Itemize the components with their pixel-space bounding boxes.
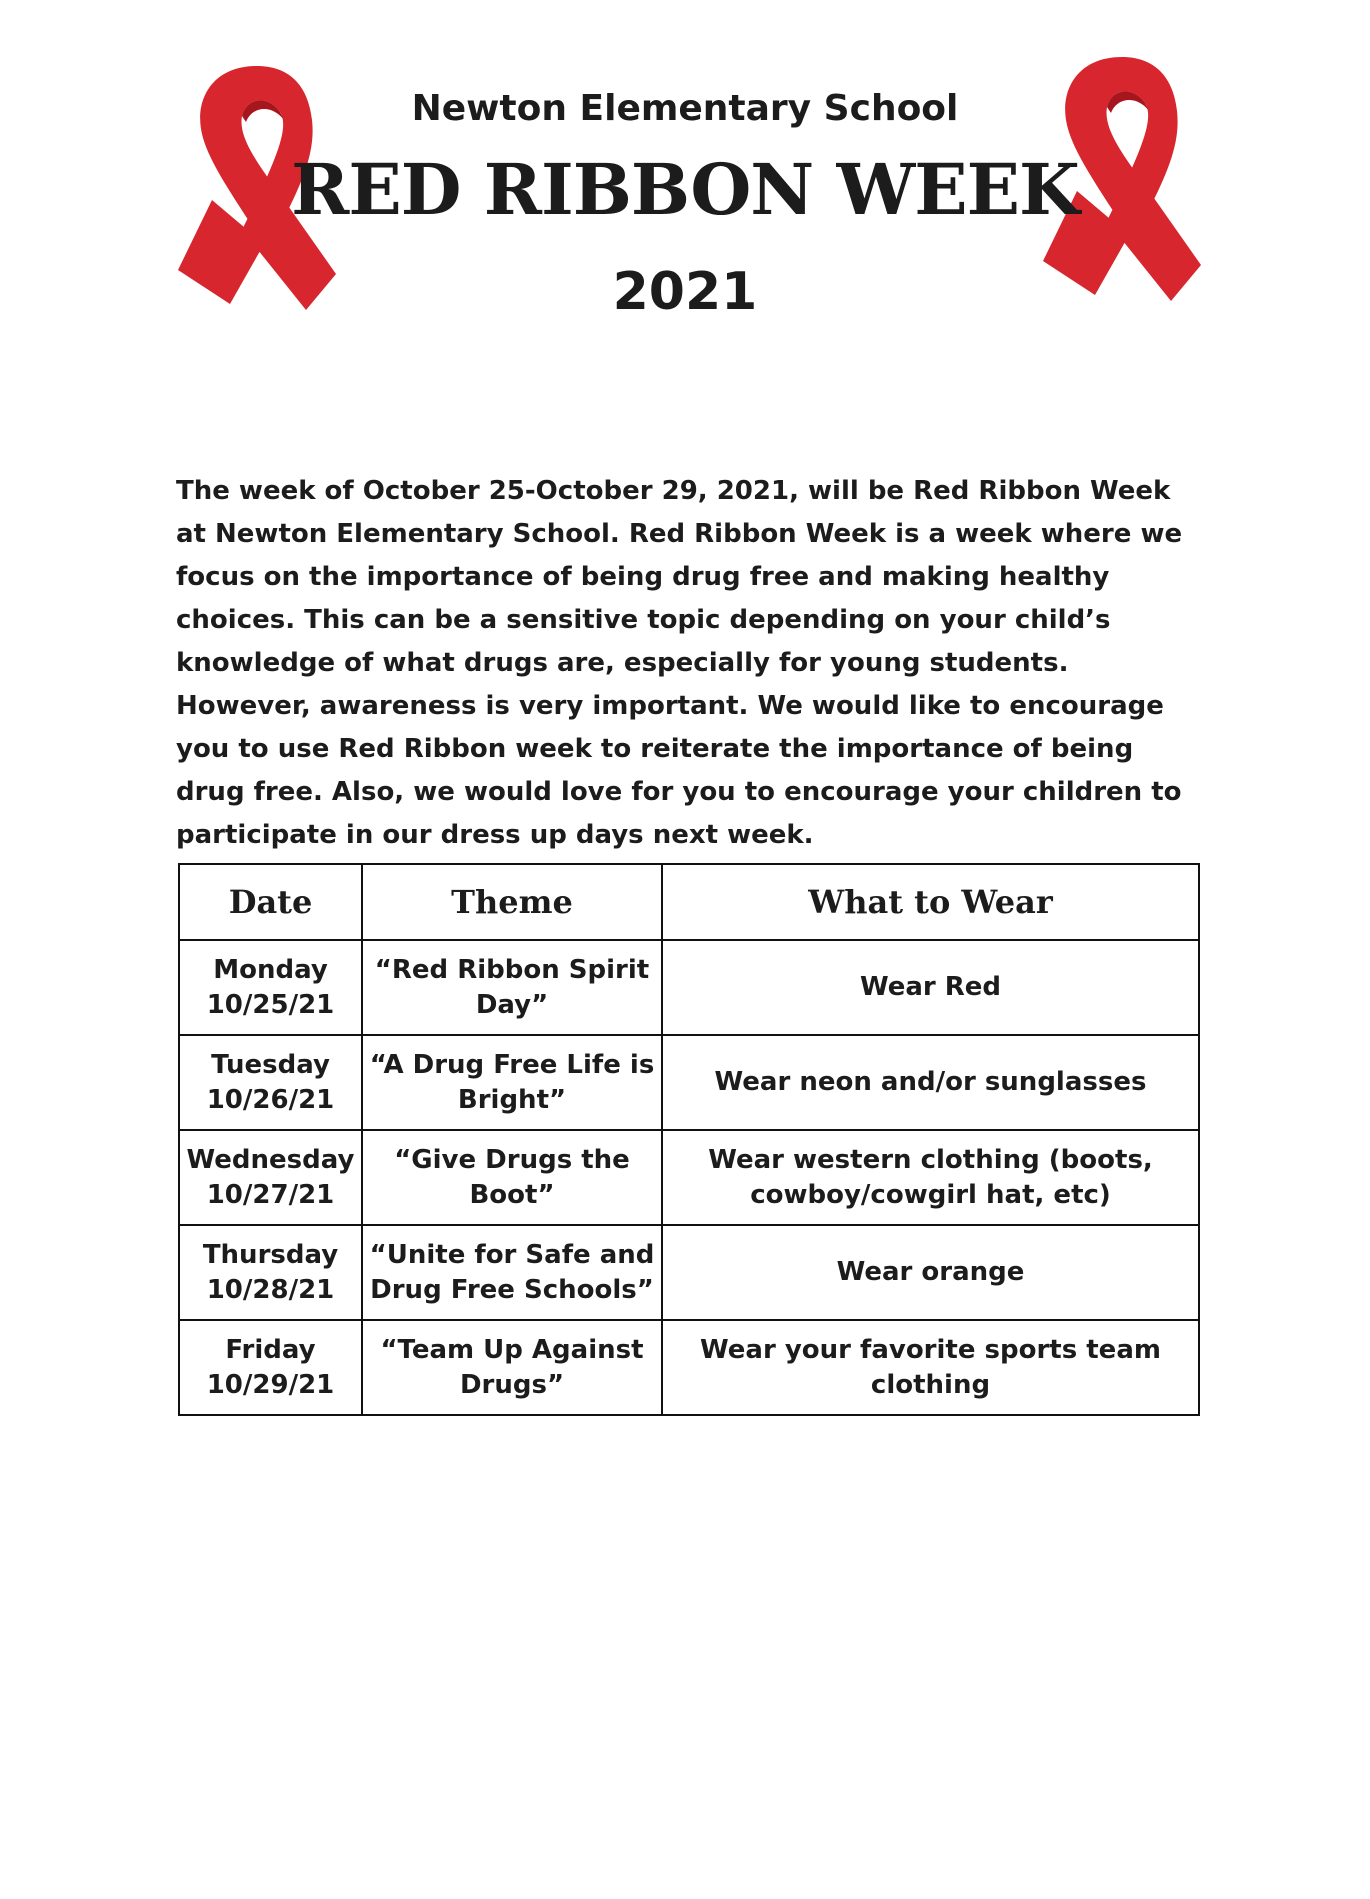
year: 2021 bbox=[612, 262, 758, 322]
dress-up-schedule-table bbox=[178, 863, 1200, 1416]
date-value: 10/26/21 bbox=[206, 1084, 335, 1115]
theme-cell: “Team Up Against Drugs” bbox=[362, 1320, 662, 1415]
day-name: Thursday bbox=[202, 1239, 339, 1270]
column-header-theme: Theme bbox=[362, 864, 662, 940]
date-value: 10/25/21 bbox=[206, 989, 335, 1020]
date-value: 10/29/21 bbox=[206, 1369, 335, 1400]
table-row bbox=[179, 1130, 1199, 1225]
theme-cell: “Give Drugs the Boot” bbox=[362, 1130, 662, 1225]
date-value: 10/27/21 bbox=[206, 1179, 335, 1210]
theme-cell: “A Drug Free Life is Bright” bbox=[362, 1035, 662, 1130]
page-title: RED RIBBON WEEK bbox=[291, 148, 1079, 231]
what-to-wear-cell: Wear western clothing (boots, cowboy/cowgirl hat, etc) bbox=[662, 1130, 1199, 1225]
theme-cell: “Red Ribbon Spirit Day” bbox=[362, 940, 662, 1035]
what-to-wear-cell: Wear your favorite sports team clothing bbox=[662, 1320, 1199, 1415]
date-cell bbox=[179, 940, 362, 1035]
what-to-wear-cell: Wear orange bbox=[662, 1225, 1199, 1320]
date-value: 10/28/21 bbox=[206, 1274, 335, 1305]
school-name: Newton Elementary School bbox=[411, 88, 959, 129]
what-to-wear-cell: Wear Red bbox=[662, 940, 1199, 1035]
intro-paragraph: The week of October 25-October 29, 2021, will be Red Ribbon Week at Newton Elementary School. Red Ribbon Week is a week where we focus on the importance of being drug free and making healthy choices. This can be a sensitive topic depending on your child’s knowledge of what drugs are, especially for young students. However, awareness is very important. We would like to encourage you to use Red Ribbon week to reiterate the importance of being drug free. Also, we would love for you to encourage your children to participate in our dress up days next week. bbox=[176, 476, 1183, 850]
date-cell bbox=[179, 1225, 362, 1320]
table-row bbox=[179, 1225, 1199, 1320]
date-cell bbox=[179, 1320, 362, 1415]
column-header-date: Date bbox=[179, 864, 362, 940]
table-row bbox=[179, 1320, 1199, 1415]
table-row bbox=[179, 940, 1199, 1035]
what-to-wear-cell: Wear neon and/or sunglasses bbox=[662, 1035, 1199, 1130]
table-row bbox=[179, 1035, 1199, 1130]
date-cell bbox=[179, 1035, 362, 1130]
day-name: Tuesday bbox=[211, 1049, 330, 1080]
day-name: Monday bbox=[213, 954, 328, 985]
day-name: Friday bbox=[225, 1334, 316, 1365]
theme-cell: “Unite for Safe and Drug Free Schools” bbox=[362, 1225, 662, 1320]
table-header-row bbox=[179, 864, 1199, 940]
column-header-what-to-wear: What to Wear bbox=[662, 864, 1199, 940]
date-cell bbox=[179, 1130, 362, 1225]
day-name: Wednesday bbox=[186, 1144, 355, 1175]
